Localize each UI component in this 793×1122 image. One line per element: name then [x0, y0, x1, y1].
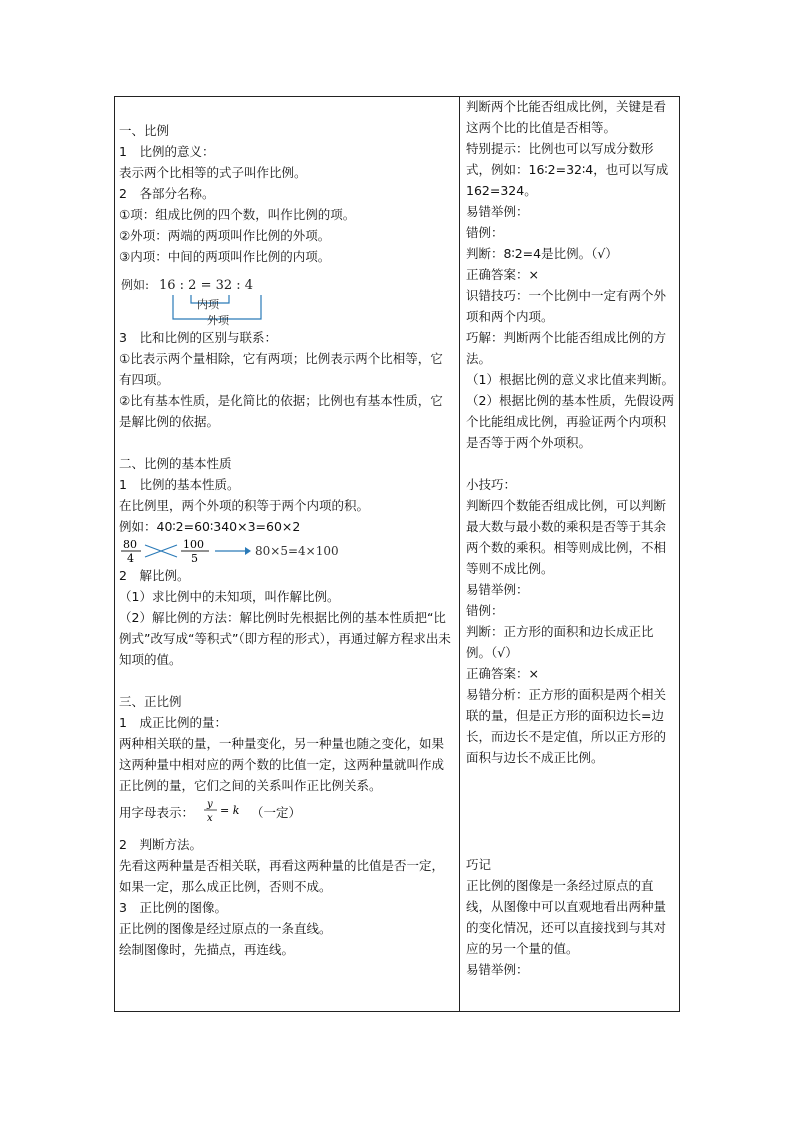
note: 判断：8∶2=4是比例。（√） — [466, 246, 618, 261]
item-heading: 3 比和比例的区别与联系： — [119, 330, 277, 345]
right-column — [466, 96, 676, 980]
note: 判断四个数能否组成比例，可以判断最大数与最小数的乘积是否等于其余两个数的乘积。相等则成比例，不相等则不成比例。 — [466, 498, 667, 576]
note: （2）根据比例的基本性质，先假设两个比能组成比例，再验证两个内项积是否等于两个外项积。 — [466, 393, 674, 450]
item-heading: 2 解比例。 — [119, 568, 190, 583]
formula-rhs: = k — [220, 804, 240, 817]
cross-multiply-figure — [119, 537, 455, 565]
formula-note: （一定） — [251, 805, 302, 820]
item-heading: 1 比例的意义： — [119, 144, 215, 159]
inner-label: 内项 — [197, 298, 219, 311]
item-heading: 2 各部分名称。 — [119, 186, 215, 201]
column-divider — [459, 96, 460, 1012]
paragraph: （2）解比例的方法：解比例时先根据比例的基本性质把“比例式”改写成“等积式”（即方程的形式），再通过解方程求出未知项的值。 — [119, 610, 451, 667]
cross-result: 80×5=4×100 — [255, 544, 339, 558]
paragraph: （1）求比例中的未知项，叫作解比例。 — [119, 589, 340, 604]
cross-diagram — [121, 537, 401, 567]
paragraph: 正比例的图像是经过原点的一条直线。 — [119, 921, 332, 936]
item-heading: 1 成正比例的量： — [119, 715, 227, 730]
formula-fraction — [203, 796, 253, 826]
item-heading: 3 正比例的图像。 — [119, 900, 227, 915]
fraction2-den: 5 — [191, 552, 198, 565]
paragraph: 两种相关联的量，一种量变化，另一种量也随之变化，如果这两种量中相对应的两个数的比值一定，这两种量就叫作成正比例的量，它们之间的关系叫作正比例关系。 — [119, 736, 445, 793]
paragraph: 在比例里，两个外项的积等于两个内项的积。 — [119, 498, 370, 513]
paragraph: ①项：组成比例的四个数，叫作比例的项。 — [119, 207, 356, 222]
proportion-terms-figure — [119, 267, 455, 327]
section-1-title: 一、比例 — [119, 123, 170, 138]
terms-diagram — [121, 275, 321, 335]
note: 判断：正方形的面积和边长成正比例。（√） — [466, 624, 654, 660]
figure-prefix: 例如: — [121, 278, 150, 292]
note: 易错举例： — [466, 204, 529, 219]
paragraph: ②外项：两端的两项叫作比例的外项。 — [119, 228, 331, 243]
note: 错例： — [466, 603, 504, 618]
cross-arrows — [145, 545, 177, 557]
paragraph: ③内项：中间的两项叫作比例的内项。 — [119, 249, 331, 264]
formula-num: y — [207, 799, 213, 810]
formula-label: 用字母表示： — [119, 805, 195, 820]
item-heading: 2 判断方法。 — [119, 837, 202, 852]
formula-den: x — [207, 813, 213, 824]
fraction1-num: 80 — [123, 538, 137, 551]
note: 正确答案：× — [466, 267, 539, 282]
note: 判断两个比能否组成比例，关键是看这两个比的比值是否相等。 — [466, 99, 667, 135]
section-3-title: 三、正比例 — [119, 694, 182, 709]
note: 正比例的图像是一条经过原点的直线，从图像中可以直观地看出两种量的变化情况，还可以直接找到与其对应的另一个量的值。 — [466, 878, 667, 956]
item-heading: 1 比例的基本性质。 — [119, 477, 240, 492]
note: 特别提示：比例也可以写成分数形式，例如：16∶2=32∶4，也可以写成162=324。 — [466, 141, 669, 198]
note: 小技巧： — [466, 477, 517, 492]
note: 巧解：判断两个比能否组成比例的方法。 — [466, 330, 667, 366]
note: 易错分析：正方形的面积是两个相关联的量，但是正方形的面积边长=边长，而边长不是定值，所以正方形的面积与边长不成正比例。 — [466, 687, 667, 765]
note: 巧记 — [466, 857, 492, 872]
formula-line — [119, 796, 455, 826]
note: 易错举例： — [466, 582, 529, 597]
note: 识错技巧：一个比例中一定有两个外项和两个内项。 — [466, 288, 667, 324]
note: 易错举例： — [466, 962, 529, 977]
note: （1）根据比例的意义求比值来判断。 — [466, 372, 674, 387]
left-column — [119, 120, 455, 960]
paragraph: ②比有基本性质，是化简比的依据；比例也有基本性质，它是解比例的依据。 — [119, 393, 443, 429]
section-2-title: 二、比例的基本性质 — [119, 456, 232, 471]
note: 错例： — [466, 225, 504, 240]
paragraph: 先看这两种量是否相关联，再看这两种量的比值是否一定，如果一定，那么成正比例，否则不成。 — [119, 858, 445, 894]
fraction1-den: 4 — [127, 552, 134, 565]
note: 正确答案：× — [466, 666, 539, 681]
paragraph: 绘制图像时，先描点，再连线。 — [119, 942, 295, 957]
paragraph: 表示两个比相等的式子叫作比例。 — [119, 165, 307, 180]
fraction2-num: 100 — [183, 538, 204, 551]
paragraph: 例如：40∶2=60∶340×3=60×2 — [119, 519, 301, 534]
outer-label: 外项 — [207, 314, 229, 327]
figure-expression: 16 : 2 = 32 : 4 — [159, 278, 254, 293]
paragraph: ①比表示两个量相除，它有两项；比例表示两个比相等，它有四项。 — [119, 351, 443, 387]
